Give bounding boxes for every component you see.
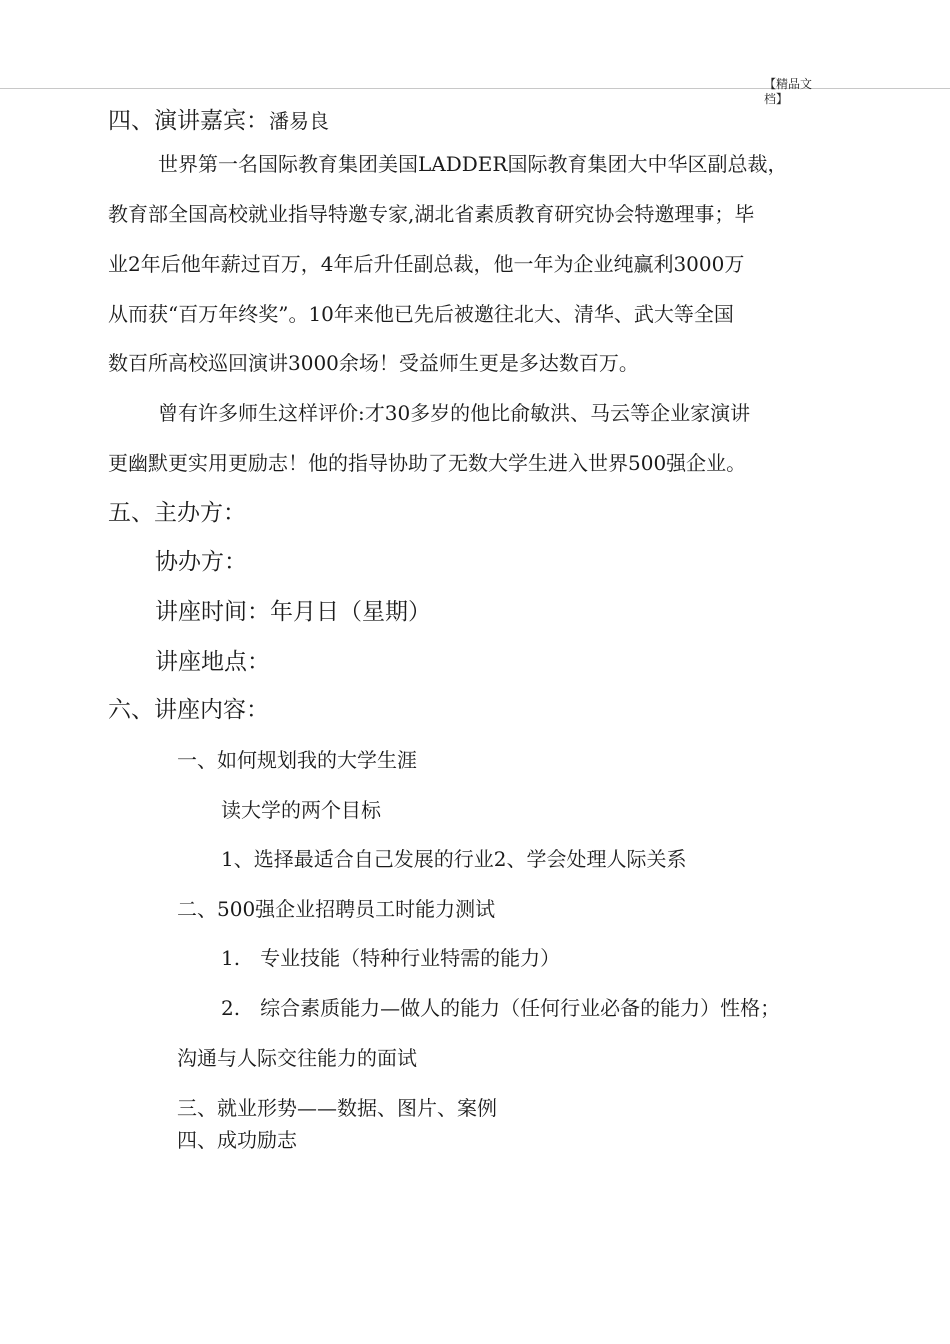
content-item-1: 一、如何规划我的大学生涯 — [177, 748, 417, 772]
section4-heading-label: 四、演讲嘉宾： — [108, 108, 269, 134]
content-item-2: 二、500强企业招聘员工时能力测试 — [177, 897, 496, 921]
co-organizer: 协办方： — [155, 549, 247, 575]
bio-line-2: 教育部全国高校就业指导特邀专家,湖北省素质教育研究协会特邀理事；毕 — [108, 202, 755, 226]
content-item-2-sub-1: 1. 专业技能（特种行业特需的能力） — [221, 946, 561, 970]
bio-line-1: 世界第一名国际教育集团美国LADDER国际教育集团大中华区副总裁， — [158, 152, 788, 176]
content-item-2-cont: 沟通与人际交往能力的面试 — [177, 1046, 417, 1070]
header-tag: 【精品文档】 — [764, 77, 813, 106]
content-item-3: 三、就业形势——数据、图片、案例 — [177, 1096, 497, 1120]
review-line-1: 曾有许多师生这样评价:才30多岁的他比俞敏洪、马云等企业家演讲 — [158, 401, 751, 425]
lecture-location: 讲座地点： — [155, 649, 270, 675]
section4-heading — [108, 102, 329, 135]
speaker-name: 潘易良 — [269, 109, 329, 133]
section5-heading: 五、主办方： — [108, 500, 246, 526]
bio-line-3: 业2年后他年薪过百万，4年后升任副总裁，他一年为企业纯赢利3000万 — [108, 252, 745, 276]
content-item-2-sub-2: 2. 综合素质能力—做人的能力（任何行业必备的能力）性格； — [221, 996, 781, 1020]
bio-line-4: 从而获“百万年终奖”。10年来他已先后被邀往北大、清华、武大等全国 — [108, 302, 734, 326]
bio-line-5: 数百所高校巡回演讲3000余场！受益师生更是多达数百万。 — [108, 351, 639, 375]
content-item-1-detail: 1、选择最适合自己发展的行业2、学会处理人际关系 — [221, 847, 687, 871]
review-line-2: 更幽默更实用更励志！他的指导协助了无数大学生进入世界500强企业。 — [108, 451, 747, 475]
section6-heading: 六、讲座内容： — [108, 697, 269, 723]
content-item-1-sub: 读大学的两个目标 — [221, 798, 381, 822]
lecture-time: 讲座时间：年月日（星期） — [155, 599, 431, 625]
content-item-4: 四、成功励志 — [177, 1128, 297, 1152]
